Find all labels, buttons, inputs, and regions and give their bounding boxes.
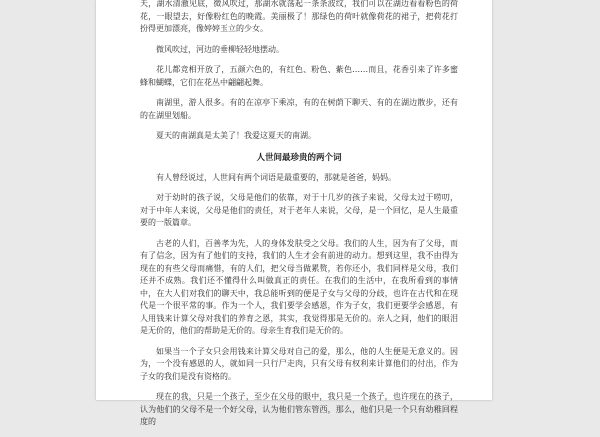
body-paragraph: 现在的我，只是一个孩子，至少在父母的眼中，我只是一个孩子，也许现在的孩子，认为他们的父母不是一个好父母，认为他们管东管西，那么，他们只是一个只有幼稚回程度的	[140, 392, 458, 426]
body-paragraph: 如果当一个子女只会用钱来计算父母对自己的爱，那么，他的人生便是无意义的。因为，一个没有感恩的人，就如同一只行尸走肉，只有父母有权利来计算他们的付出，作为子女的我们是没有资格的。	[140, 346, 458, 381]
intro-paragraph: 微风吹过，河边的垂柳轻轻地摆动。	[156, 44, 284, 54]
intro-paragraph: 夏天的南湖真是太美了！我爱这夏天的南湖。	[156, 131, 316, 140]
body-paragraph: 对于幼时的孩子说，父母是他们的依靠，对于十几岁的孩子来说，父母太过于唠叨，对于中年人来说，父母是他们的责任，对于老年人来说，父母，是一个回忆，是人生最重要的一版篇章。	[140, 193, 458, 227]
section-title: 人世间最珍贵的两个词	[256, 152, 342, 163]
body-paragraph: 古老的人们，百善孝为先，人的身体发肤受之父母。我们的人生，因为有了父母，而有了信念，因为有了他们的支持，我们的人生才会有前进的动力。想到这里，我不由得为现在的有些父母而痛惜，有的人们，把父母当做累赘，若你还小，我们同样是父母，我们还并不成熟。我们还不懂得什么叫做真正的责任。在我们的生活中，在我所看到的事情中，在大人们对我们的聊天中，我总能听到的便是子女与父母的分歧，也许在古代和在现代是一个很平常的事。作为一个人，我们要学会感恩，作为子女，我们更要学会感恩，有人用钱来计算父母对我们的养育之恩，其实，我觉得那是无价的。亲人之间，他们的眼泪是无价的，他们的帮助是无价的。母亲生育我们是无价的。	[140, 238, 458, 335]
document-page	[96, 0, 492, 426]
intro-paragraph: 花儿都竞相开放了，五颜六色的，有红色、粉色、紫色……而且，花香引来了许多蜜蜂和蝴蝶，它们在花丛中翩翩起舞。	[140, 65, 458, 87]
intro-paragraph: 天，湖水清澈见底，微风吹过，那湖水就荡起一条条波纹，我们可以在湖边看看粉色的荷花，一眼望去，好像粉红色的晚霞。美丽极了！那绿色的荷叶就像荷花的裙子，把荷花打扮得更加漂亮，像婷婷玉立的少女。	[140, 0, 458, 33]
body-paragraph: 有人曾经说过，人世间有两个词语是最重要的，那就是爸爸，妈妈。	[156, 172, 396, 182]
article-body	[140, 0, 458, 437]
intro-paragraph: 南湖里，游人很多。有的在凉亭下乘凉，有的在树荫下聊天、有的在湖边散步，还有的在湖里划船。	[140, 98, 458, 120]
